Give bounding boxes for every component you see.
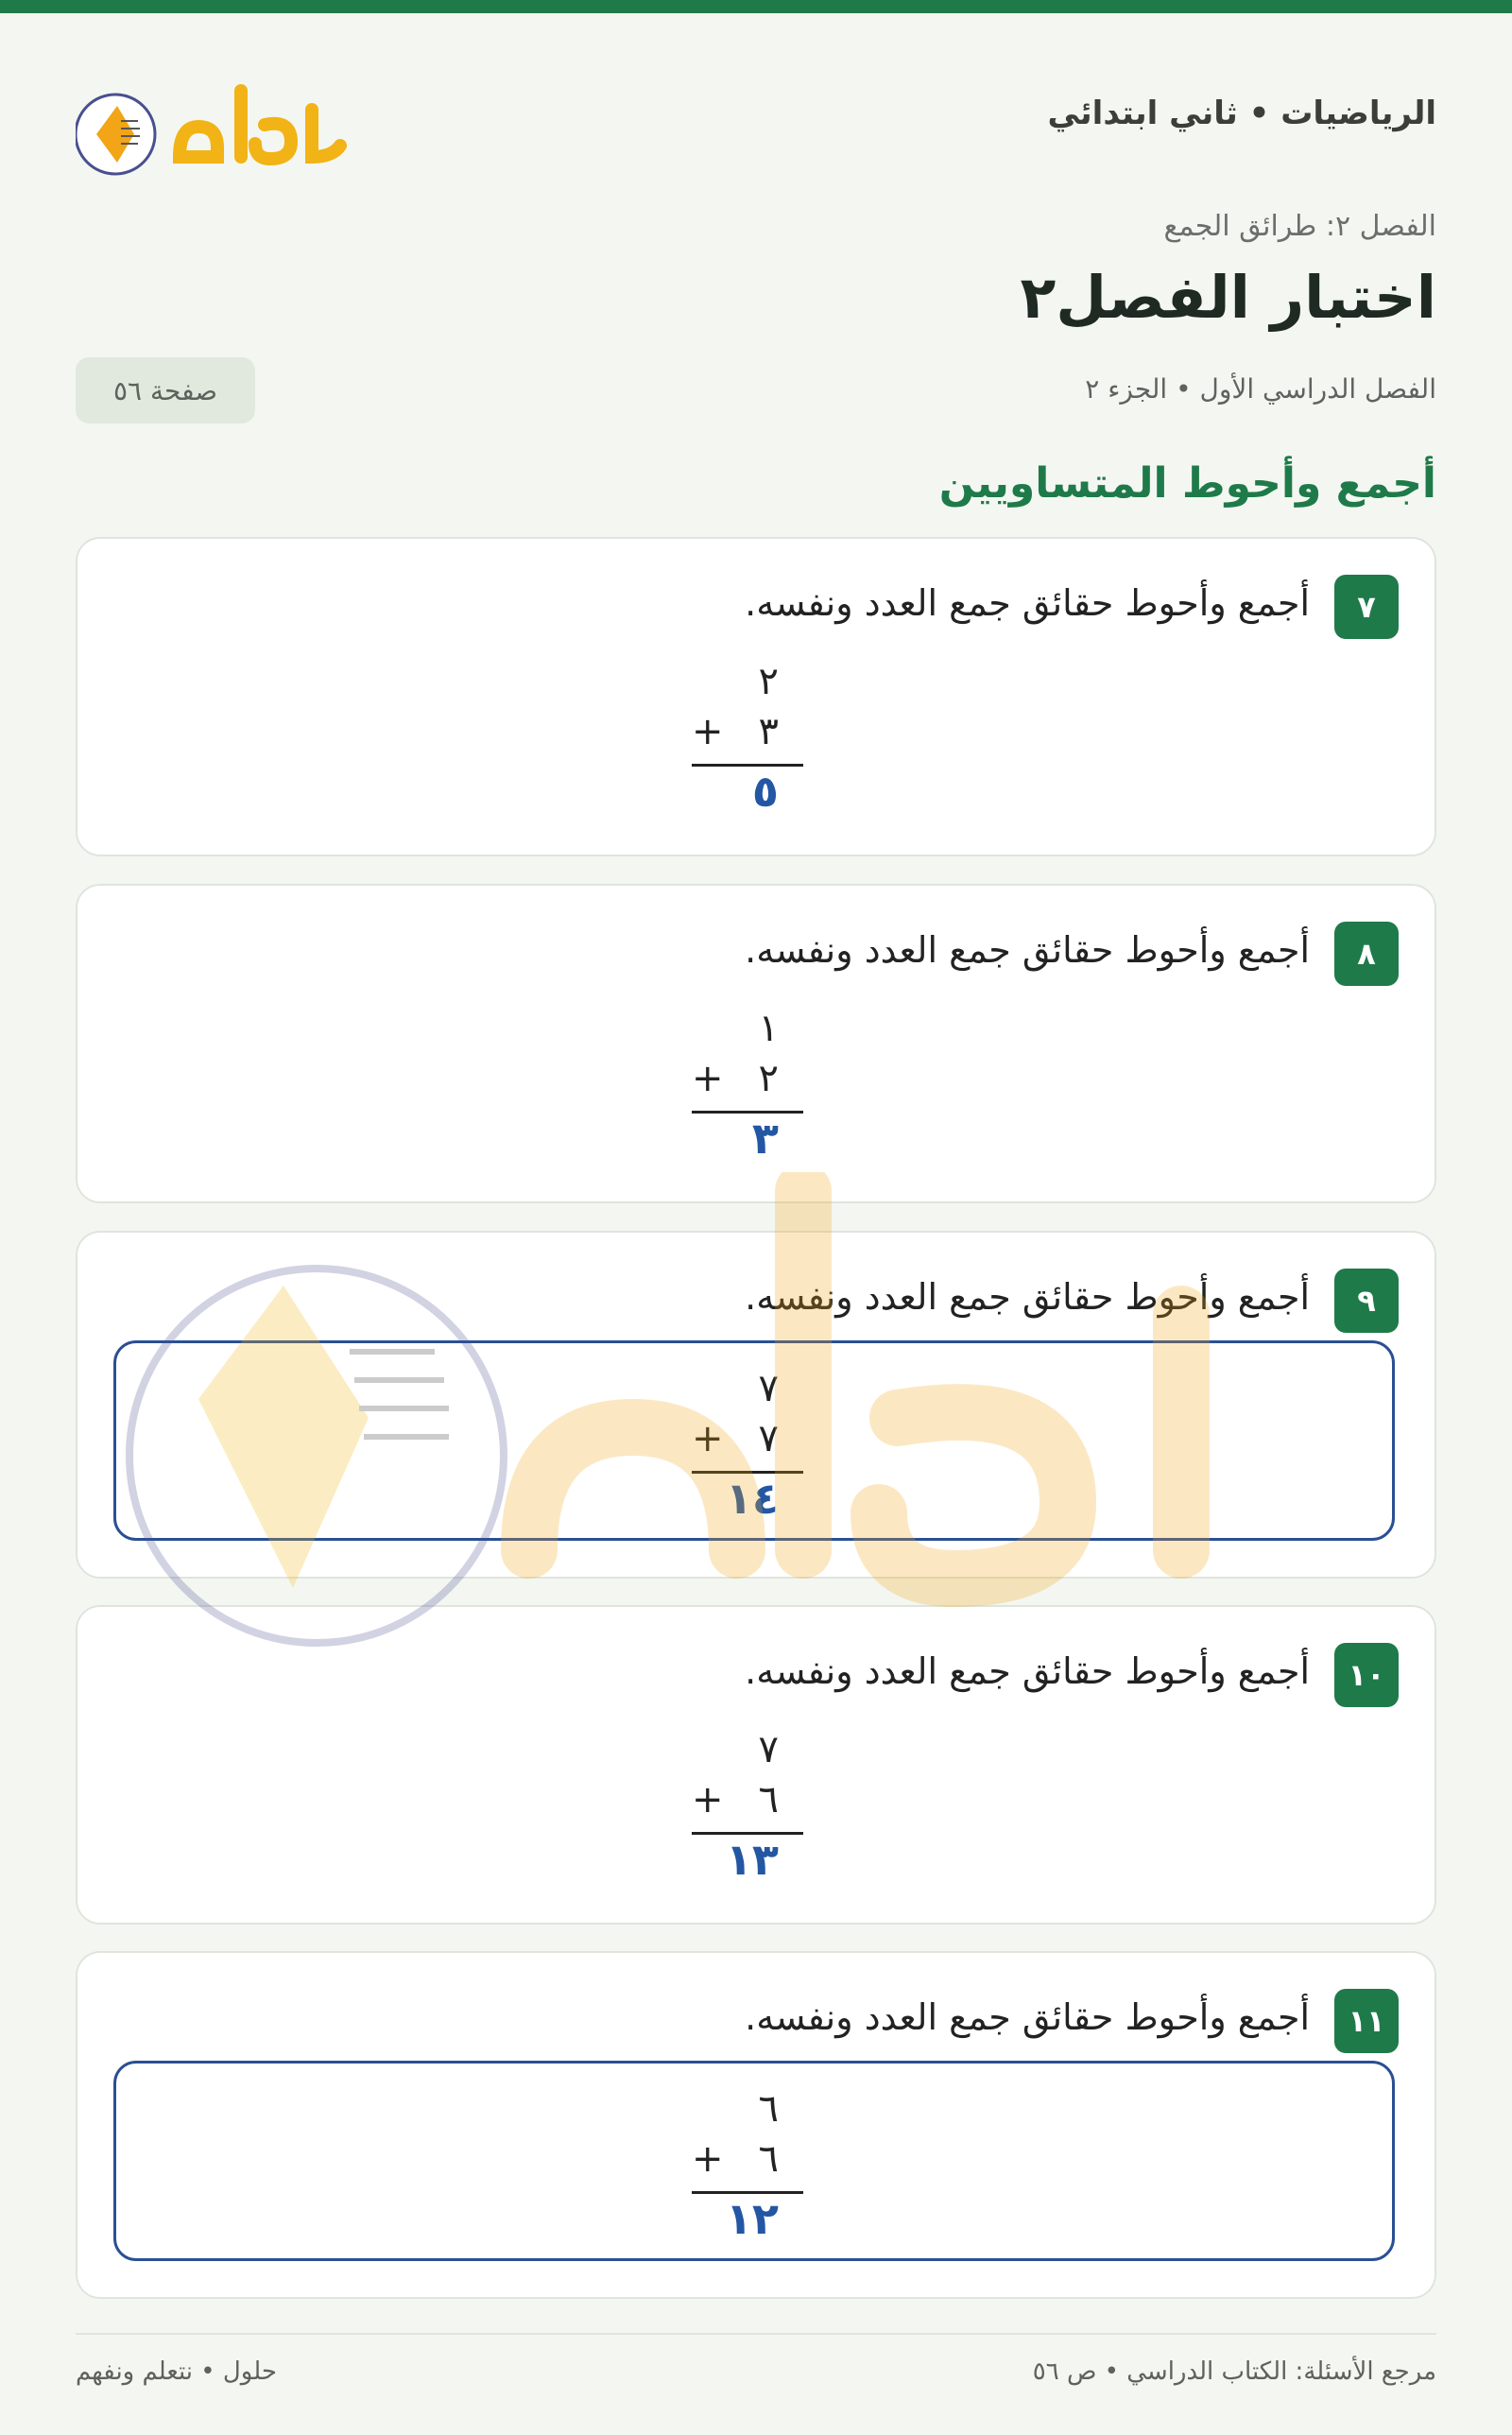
question-number: ١١ — [1334, 1989, 1399, 2053]
footer-reference: مرجع الأسئلة: الكتاب الدراسي • ص ٥٦ — [1032, 2357, 1436, 2386]
page-badge: صفحة ٥٦ — [76, 357, 255, 423]
question-prompt: أجمع وأحوط حقائق جمع العدد ونفسه. — [745, 1996, 1310, 2038]
plus-sign: + — [692, 1778, 724, 1822]
footer-divider — [76, 2333, 1436, 2335]
addend-bottom: ٢ — [758, 1057, 779, 1100]
addition-problem — [692, 1728, 805, 1917]
question-number: ٩ — [1334, 1269, 1399, 1333]
question-prompt: أجمع وأحوط حقائق جمع العدد ونفسه. — [745, 1650, 1310, 1692]
plus-sign: + — [692, 710, 724, 753]
question-prompt: أجمع وأحوط حقائق جمع العدد ونفسه. — [745, 582, 1310, 624]
semester-label: الفصل الدراسي الأول • الجزء ٢ — [1085, 373, 1436, 405]
question-card — [76, 884, 1436, 1203]
addition-problem — [692, 1007, 805, 1196]
hulul-logo — [76, 72, 350, 185]
plus-sign: + — [692, 2137, 724, 2181]
sum-answer: ١٢ — [725, 2193, 779, 2244]
section-title: أجمع وأحوط المتساويين — [938, 459, 1436, 508]
sum-answer: ٥ — [751, 766, 779, 817]
addend-top: ٧ — [758, 1728, 779, 1771]
addend-top: ٧ — [758, 1367, 779, 1410]
addend-top: ١ — [758, 1007, 779, 1050]
addend-top: ٦ — [758, 2087, 779, 2131]
sum-line — [692, 1111, 803, 1114]
sum-answer: ١٣ — [725, 1834, 779, 1885]
question-number: ٧ — [1334, 575, 1399, 639]
question-prompt: أجمع وأحوط حقائق جمع العدد ونفسه. — [745, 929, 1310, 971]
sum-answer: ١٤ — [725, 1473, 779, 1524]
question-card — [76, 537, 1436, 856]
question-prompt: أجمع وأحوط حقائق جمع العدد ونفسه. — [745, 1276, 1310, 1318]
plus-sign: + — [692, 1057, 724, 1100]
question-card — [76, 1951, 1436, 2299]
page-title: اختبار الفصل٢ — [1020, 263, 1436, 332]
footer-brand: حلول • نتعلم ونفهم — [76, 2357, 277, 2386]
addend-bottom: ٦ — [758, 2137, 779, 2181]
addend-bottom: ٧ — [758, 1417, 779, 1460]
plus-sign: + — [692, 1417, 724, 1460]
chapter-label: الفصل ٢: طرائق الجمع — [1163, 210, 1436, 243]
sum-line — [692, 764, 803, 767]
addend-bottom: ٦ — [758, 1778, 779, 1822]
addition-problem — [692, 2087, 805, 2276]
header — [76, 59, 1436, 191]
subject-grade: الرياضيات • ثاني ابتدائي — [1047, 95, 1436, 132]
sum-answer: ٣ — [751, 1113, 779, 1164]
top-accent-bar — [0, 0, 1512, 13]
hulul-watermark — [123, 1172, 1314, 1664]
addend-bottom: ٣ — [758, 710, 779, 753]
question-number: ١٠ — [1334, 1643, 1399, 1707]
question-number: ٨ — [1334, 922, 1399, 986]
addend-top: ٢ — [758, 660, 779, 703]
addition-problem — [692, 660, 805, 849]
